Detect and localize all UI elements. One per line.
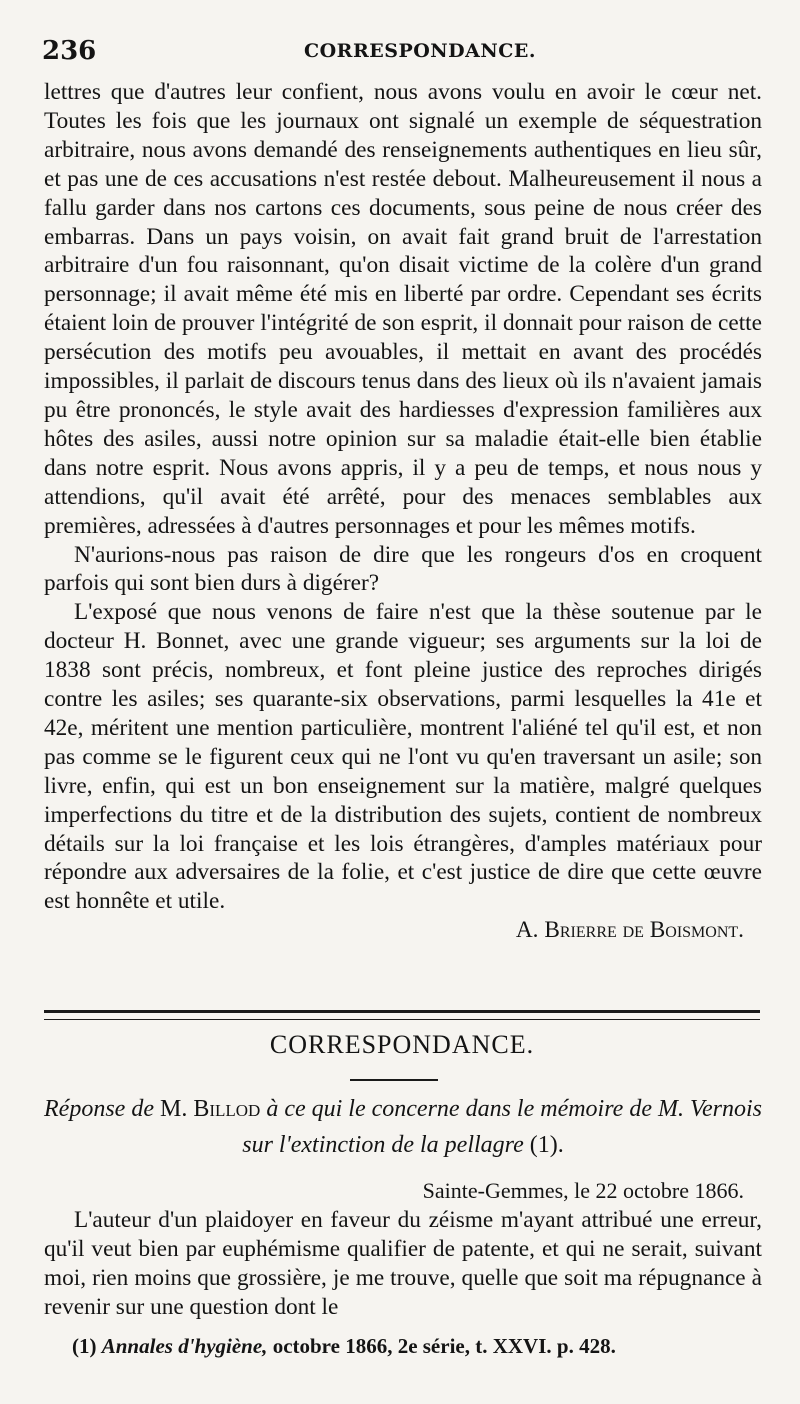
subtitle-name: M. Billod (159, 1096, 261, 1122)
footnote (72, 1334, 772, 1359)
subtitle-note-ref: (1). (529, 1132, 564, 1158)
letter-subtitle (44, 1091, 762, 1163)
paragraph-3-text: L'exposé que nous venons de faire n'est que la thèse soutenue par le docteur H. Bonnet, avec une grande vigueur; ses arguments sur la loi de 1838 sont précis, nombreux, et font pleine justice des reproches dirigés contre les asiles; ses quarante-six observations, parmi lesquelles la 41e et 42e, méritent une mention particulière, montrent l'aliéné tel qu'il est, et non pas comme se le figurent ceux qui ne l'ont vu qu'en traversant un asile; son livre, enfin, qui est un bon enseignement sur la matière, malgré quelques imperfections du titre et de la distribution des sujets, contient de nombreux détails sur la loi française et les lois étrangères, d'amples matériaux pour répondre aux adversaires de la folie, et c'est justice de dire que cette œuvre est honnête et utile. (44, 599, 762, 915)
paragraph-1: lettres que d'autres leur confient, nous avons voulu en avoir le cœur net. Toutes les fois que les journaux ont signalé un exemple de séquestration arbitraire, nous avons demandé des renseignements authentiques en lieu sûr, et pas une de ces accusations n'est restée debout. Malheureusement il nous a fallu garder dans nos cartons ces documents, sous peine de nous créer des embarras. Dans un pays voisin, on avait fait grand bruit de l'arrestation arbitraire d'un fou raisonnant, qu'on disait victime de la colère d'un grand personnage; il avait même été mis en liberté par ordre. Cependant ses écrits étaient loin de prouver l'intégrité de son esprit, il donnait pour raison de cette persécution des motifs peu avouables, il mettait en avant des procédés impossibles, il parlait de discours tenus dans des lieux où ils n'avaient jamais pu être prononcés, le style avait des hardiesses d'expression familières aux hôtes des asiles, aussi notre opinion sur sa maladie était-elle bien établie dans notre esprit. Nous avons appris, il y a peu de temps, et nous nous y attendions, qu'il avait été arrêté, pour des menaces semblables aux premières, adressées à d'autres personnages et pour les mêmes motifs. (44, 79, 762, 539)
signature: A. Brierre de Boismont. (515, 917, 744, 944)
paragraph-2: N'aurions-nous pas raison de dire que les rongeurs d'os en croquent parfois qui sont bien durs à digérer? (44, 541, 762, 597)
title-rule (350, 1079, 438, 1081)
letter-text: L'auteur d'un plaidoyer en faveur du zéisme m'ayant attribué une erreur, qu'il veut bien par euphémisme qualifier de patente, et qui ne serait, suivant moi, rien moins que grossière, je me trouve, quelle que soit ma répugnance à revenir sur une question dont le (44, 1207, 762, 1320)
section-divider (44, 1010, 760, 1020)
body-text (44, 78, 762, 945)
running-head: CORRESPONDANCE. (304, 40, 536, 62)
page-header (42, 36, 762, 70)
footnote-marker: (1) (72, 1334, 97, 1358)
section-title: CORRESPONDANCE. (269, 1030, 535, 1059)
dateline: Sainte-Gemmes, le 22 octobre 1866. (422, 1178, 744, 1203)
subtitle-prefix: Réponse de (44, 1096, 160, 1122)
page-number: 236 (42, 36, 97, 66)
subtitle-rest: à ce qui le concerne dans le mémoire de M. Vernois sur l'extinction de la pellagre (242, 1096, 762, 1158)
footnote-details: octobre 1866, 2e série, t. XXVI. p. 428. (272, 1334, 616, 1358)
footnote-source: Annales d'hygiène, (101, 1334, 268, 1358)
paragraph-3 (44, 598, 762, 945)
